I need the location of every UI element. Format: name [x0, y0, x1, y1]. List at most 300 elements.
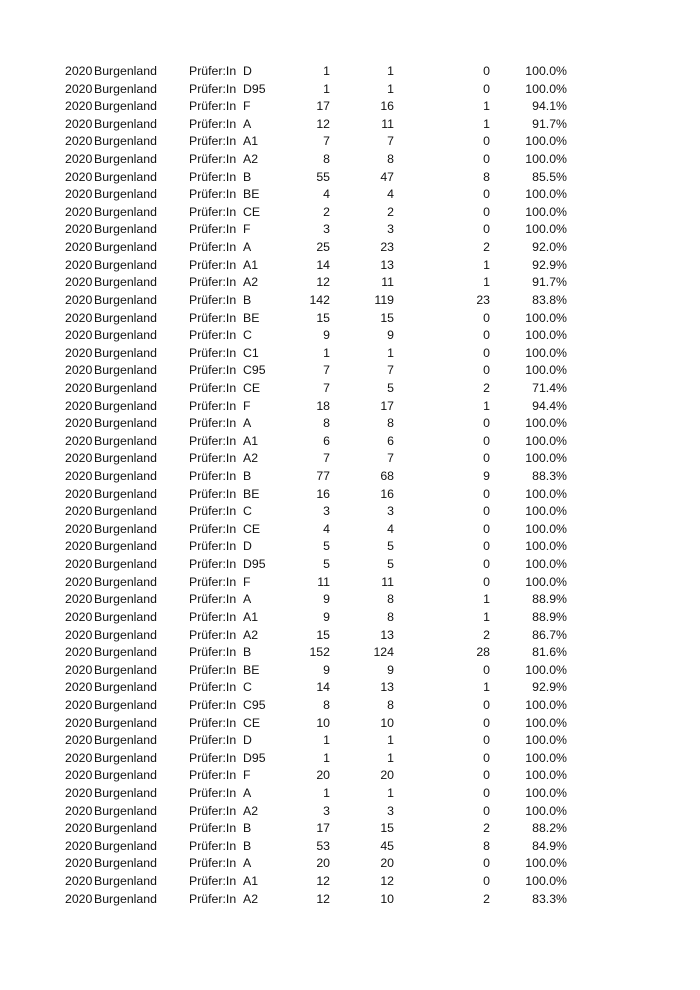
license-class-cell: A: [243, 416, 252, 431]
table-row: [0, 785, 700, 803]
region-cell: Burgenland: [94, 874, 157, 889]
passed-count-cell: 6: [387, 433, 394, 448]
passed-count-cell: 3: [387, 803, 394, 818]
pass-rate-cell: 100.0%: [525, 64, 567, 78]
total-count-cell: 14: [316, 680, 330, 695]
year-cell: 2020: [65, 134, 93, 149]
table-row: [0, 186, 700, 204]
license-class-cell: CE: [243, 715, 261, 730]
passed-count-cell: 8: [387, 609, 394, 624]
passed-count-cell: 119: [374, 292, 394, 307]
year-cell: 2020: [65, 768, 93, 783]
license-class-cell: F: [243, 99, 251, 114]
passed-count-cell: 68: [380, 469, 394, 484]
failed-count-cell: 0: [483, 187, 490, 202]
failed-count-cell: 2: [483, 240, 490, 255]
failed-count-cell: 1: [483, 116, 490, 131]
pass-rate-cell: 100.0%: [525, 222, 567, 237]
failed-count-cell: 0: [483, 856, 490, 871]
year-cell: 2020: [65, 609, 93, 624]
passed-count-cell: 10: [380, 715, 394, 730]
table-row: [0, 221, 700, 239]
license-class-cell: A: [243, 785, 252, 800]
pass-rate-cell: 91.7%: [532, 116, 567, 131]
region-cell: Burgenland: [94, 257, 157, 272]
passed-count-cell: 13: [380, 627, 394, 642]
region-cell: Burgenland: [94, 292, 157, 307]
failed-count-cell: 0: [483, 539, 490, 554]
pass-rate-cell: 88.3%: [532, 469, 567, 484]
total-count-cell: 12: [316, 891, 330, 906]
license-class-cell: A2: [243, 803, 259, 818]
total-count-cell: 12: [316, 116, 330, 131]
examiner-role-cell: Prüfer:In: [189, 645, 237, 660]
passed-count-cell: 11: [381, 574, 394, 589]
region-cell: Burgenland: [94, 504, 157, 519]
passed-count-cell: 16: [380, 99, 394, 114]
examiner-role-cell: Prüfer:In: [189, 328, 237, 343]
examiner-role-cell: Prüfer:In: [189, 557, 237, 572]
failed-count-cell: 0: [483, 486, 490, 501]
examiner-role-cell: Prüfer:In: [189, 257, 237, 272]
table-row: [0, 732, 700, 750]
year-cell: 2020: [65, 398, 93, 413]
table-row: [0, 204, 700, 222]
region-cell: Burgenland: [94, 557, 157, 572]
table-row: [0, 274, 700, 292]
pass-rate-cell: 100.0%: [525, 433, 567, 448]
pass-rate-cell: 100.0%: [525, 697, 567, 712]
year-cell: 2020: [65, 486, 93, 501]
license-class-cell: C95: [243, 363, 266, 378]
year-cell: 2020: [65, 257, 93, 272]
failed-count-cell: 0: [483, 310, 490, 325]
failed-count-cell: 0: [483, 768, 490, 783]
examiner-role-cell: Prüfer:In: [189, 204, 237, 219]
failed-count-cell: 0: [483, 152, 490, 167]
examiner-role-cell: Prüfer:In: [189, 662, 237, 677]
total-count-cell: 4: [323, 521, 330, 536]
pass-rate-cell: 100.0%: [525, 856, 567, 871]
license-class-cell: A1: [243, 257, 259, 272]
passed-count-cell: 4: [387, 187, 394, 202]
passed-count-cell: 15: [380, 310, 394, 325]
license-class-cell: A1: [243, 874, 259, 889]
pass-rate-cell: 83.8%: [532, 292, 567, 307]
total-count-cell: 15: [316, 310, 330, 325]
pass-rate-cell: 100.0%: [525, 750, 567, 765]
failed-count-cell: 0: [483, 81, 490, 96]
region-cell: Burgenland: [94, 134, 157, 149]
examiner-role-cell: Prüfer:In: [189, 275, 237, 290]
year-cell: 2020: [65, 592, 93, 607]
year-cell: 2020: [65, 504, 93, 519]
year-cell: 2020: [65, 292, 93, 307]
region-cell: Burgenland: [94, 486, 157, 501]
passed-count-cell: 8: [387, 697, 394, 712]
year-cell: 2020: [65, 451, 93, 466]
examiner-role-cell: Prüfer:In: [189, 504, 237, 519]
passed-count-cell: 8: [387, 592, 394, 607]
table-row: [0, 574, 700, 592]
total-count-cell: 152: [309, 645, 330, 660]
region-cell: Burgenland: [94, 733, 157, 748]
passed-count-cell: 1: [387, 64, 394, 78]
region-cell: Burgenland: [94, 891, 157, 906]
pass-rate-cell: 100.0%: [525, 539, 567, 554]
table-row: [0, 767, 700, 785]
license-class-cell: A2: [243, 152, 259, 167]
examiner-role-cell: Prüfer:In: [189, 116, 237, 131]
examiner-role-cell: Prüfer:In: [189, 627, 237, 642]
year-cell: 2020: [65, 750, 93, 765]
failed-count-cell: 1: [483, 275, 490, 290]
failed-count-cell: 0: [483, 874, 490, 889]
total-count-cell: 1: [323, 733, 330, 748]
failed-count-cell: 0: [483, 715, 490, 730]
examiner-role-cell: Prüfer:In: [189, 240, 237, 255]
table-row: [0, 257, 700, 275]
license-class-cell: C: [243, 504, 252, 519]
license-class-cell: B: [243, 292, 252, 307]
passed-count-cell: 11: [381, 275, 394, 290]
table-row: [0, 803, 700, 821]
year-cell: 2020: [65, 856, 93, 871]
license-class-cell: CE: [243, 380, 261, 395]
year-cell: 2020: [65, 785, 93, 800]
region-cell: Burgenland: [94, 768, 157, 783]
passed-count-cell: 7: [387, 134, 394, 149]
pass-rate-cell: 100.0%: [525, 486, 567, 501]
examiner-role-cell: Prüfer:In: [189, 187, 237, 202]
pass-rate-cell: 100.0%: [525, 874, 567, 889]
year-cell: 2020: [65, 733, 93, 748]
total-count-cell: 1: [323, 64, 330, 78]
passed-count-cell: 1: [387, 785, 394, 800]
passed-count-cell: 1: [387, 81, 394, 96]
table-row: [0, 292, 700, 310]
passed-count-cell: 1: [387, 345, 394, 360]
year-cell: 2020: [65, 380, 93, 395]
table-row: [0, 891, 700, 909]
license-class-cell: D95: [243, 81, 266, 96]
total-count-cell: 12: [316, 874, 330, 889]
examiner-role-cell: Prüfer:In: [189, 803, 237, 818]
table-row: [0, 679, 700, 697]
failed-count-cell: 1: [483, 609, 490, 624]
total-count-cell: 11: [317, 574, 330, 589]
total-count-cell: 2: [323, 204, 330, 219]
passed-count-cell: 9: [387, 662, 394, 677]
license-class-cell: A2: [243, 275, 259, 290]
passed-count-cell: 7: [387, 363, 394, 378]
pass-rate-cell: 100.0%: [525, 733, 567, 748]
region-cell: Burgenland: [94, 821, 157, 836]
total-count-cell: 15: [316, 627, 330, 642]
table-row: [0, 503, 700, 521]
examiner-role-cell: Prüfer:In: [189, 363, 237, 378]
passed-count-cell: 45: [380, 838, 394, 853]
examiner-role-cell: Prüfer:In: [189, 81, 237, 96]
year-cell: 2020: [65, 715, 93, 730]
total-count-cell: 1: [323, 785, 330, 800]
total-count-cell: 7: [323, 134, 330, 149]
examiner-role-cell: Prüfer:In: [189, 416, 237, 431]
passed-count-cell: 8: [387, 152, 394, 167]
pass-rate-cell: 86.7%: [532, 627, 567, 642]
year-cell: 2020: [65, 240, 93, 255]
region-cell: Burgenland: [94, 380, 157, 395]
pass-rate-cell: 94.4%: [532, 398, 567, 413]
examiner-role-cell: Prüfer:In: [189, 768, 237, 783]
passed-count-cell: 13: [380, 680, 394, 695]
failed-count-cell: 0: [483, 803, 490, 818]
license-class-cell: CE: [243, 521, 261, 536]
table-row: [0, 697, 700, 715]
license-class-cell: BE: [243, 486, 260, 501]
examiner-role-cell: Prüfer:In: [189, 345, 237, 360]
region-cell: Burgenland: [94, 187, 157, 202]
region-cell: Burgenland: [94, 856, 157, 871]
examiner-role-cell: Prüfer:In: [189, 169, 237, 184]
failed-count-cell: 0: [483, 785, 490, 800]
total-count-cell: 14: [316, 257, 330, 272]
total-count-cell: 9: [323, 328, 330, 343]
license-class-cell: D: [243, 64, 252, 78]
pass-rate-cell: 88.9%: [532, 592, 567, 607]
license-class-cell: CE: [243, 204, 261, 219]
region-cell: Burgenland: [94, 838, 157, 853]
region-cell: Burgenland: [94, 204, 157, 219]
failed-count-cell: 0: [483, 363, 490, 378]
region-cell: Burgenland: [94, 785, 157, 800]
table-row: [0, 345, 700, 363]
failed-count-cell: 0: [483, 574, 490, 589]
pass-rate-cell: 91.7%: [532, 275, 567, 290]
examiner-role-cell: Prüfer:In: [189, 539, 237, 554]
region-cell: Burgenland: [94, 697, 157, 712]
total-count-cell: 3: [323, 504, 330, 519]
passed-count-cell: 23: [380, 240, 394, 255]
region-cell: Burgenland: [94, 803, 157, 818]
total-count-cell: 7: [323, 363, 330, 378]
license-class-cell: A: [243, 240, 252, 255]
year-cell: 2020: [65, 821, 93, 836]
license-class-cell: A1: [243, 134, 259, 149]
year-cell: 2020: [65, 433, 93, 448]
passed-count-cell: 5: [387, 557, 394, 572]
failed-count-cell: 0: [483, 134, 490, 149]
pass-rate-cell: 92.9%: [532, 680, 567, 695]
year-cell: 2020: [65, 345, 93, 360]
license-class-cell: A: [243, 116, 252, 131]
total-count-cell: 12: [316, 275, 330, 290]
license-class-cell: B: [243, 821, 252, 836]
passed-count-cell: 16: [380, 486, 394, 501]
year-cell: 2020: [65, 187, 93, 202]
license-class-cell: C: [243, 328, 252, 343]
table-row: [0, 820, 700, 838]
region-cell: Burgenland: [94, 310, 157, 325]
failed-count-cell: 1: [483, 592, 490, 607]
pass-rate-cell: 100.0%: [525, 768, 567, 783]
table-row: [0, 838, 700, 856]
region-cell: Burgenland: [94, 169, 157, 184]
license-class-cell: D95: [243, 750, 266, 765]
year-cell: 2020: [65, 116, 93, 131]
pass-rate-cell: 100.0%: [525, 785, 567, 800]
region-cell: Burgenland: [94, 152, 157, 167]
failed-count-cell: 8: [483, 838, 490, 853]
table-row: [0, 855, 700, 873]
total-count-cell: 4: [323, 187, 330, 202]
failed-count-cell: 0: [483, 750, 490, 765]
examiner-role-cell: Prüfer:In: [189, 310, 237, 325]
total-count-cell: 8: [323, 416, 330, 431]
year-cell: 2020: [65, 310, 93, 325]
total-count-cell: 1: [323, 750, 330, 765]
license-class-cell: C: [243, 680, 252, 695]
examiner-role-cell: Prüfer:In: [189, 521, 237, 536]
total-count-cell: 3: [323, 222, 330, 237]
pass-rate-cell: 100.0%: [525, 328, 567, 343]
passed-count-cell: 13: [380, 257, 394, 272]
passed-count-cell: 9: [387, 328, 394, 343]
region-cell: Burgenland: [94, 521, 157, 536]
total-count-cell: 5: [323, 539, 330, 554]
license-class-cell: C95: [243, 697, 266, 712]
region-cell: Burgenland: [94, 451, 157, 466]
failed-count-cell: 2: [483, 891, 490, 906]
failed-count-cell: 0: [483, 451, 490, 466]
region-cell: Burgenland: [94, 81, 157, 96]
failed-count-cell: 9: [483, 469, 490, 484]
total-count-cell: 8: [323, 152, 330, 167]
total-count-cell: 5: [323, 557, 330, 572]
license-class-cell: A: [243, 592, 252, 607]
total-count-cell: 77: [316, 469, 330, 484]
examiner-role-cell: Prüfer:In: [189, 380, 237, 395]
examiner-role-cell: Prüfer:In: [189, 64, 237, 78]
year-cell: 2020: [65, 99, 93, 114]
pass-rate-cell: 100.0%: [525, 363, 567, 378]
license-class-cell: D: [243, 539, 252, 554]
failed-count-cell: 0: [483, 64, 490, 78]
examiner-role-cell: Prüfer:In: [189, 99, 237, 114]
license-class-cell: B: [243, 469, 252, 484]
passed-count-cell: 5: [387, 380, 394, 395]
pass-rate-cell: 100.0%: [525, 803, 567, 818]
pass-rate-cell: 100.0%: [525, 152, 567, 167]
region-cell: Burgenland: [94, 715, 157, 730]
license-class-cell: B: [243, 645, 252, 660]
year-cell: 2020: [65, 152, 93, 167]
pass-rate-cell: 92.0%: [532, 240, 567, 255]
failed-count-cell: 0: [483, 222, 490, 237]
year-cell: 2020: [65, 891, 93, 906]
pass-rate-cell: 100.0%: [525, 662, 567, 677]
total-count-cell: 10: [316, 715, 330, 730]
failed-count-cell: 0: [483, 557, 490, 572]
failed-count-cell: 0: [483, 204, 490, 219]
license-class-cell: A2: [243, 451, 259, 466]
failed-count-cell: 23: [476, 292, 490, 307]
failed-count-cell: 28: [476, 645, 490, 660]
year-cell: 2020: [65, 363, 93, 378]
year-cell: 2020: [65, 645, 93, 660]
year-cell: 2020: [65, 680, 93, 695]
year-cell: 2020: [65, 838, 93, 853]
examiner-role-cell: Prüfer:In: [189, 680, 237, 695]
passed-count-cell: 15: [380, 821, 394, 836]
table-row: [0, 380, 700, 398]
license-class-cell: BE: [243, 662, 260, 677]
total-count-cell: 16: [316, 486, 330, 501]
year-cell: 2020: [65, 874, 93, 889]
failed-count-cell: 1: [483, 99, 490, 114]
failed-count-cell: 0: [483, 521, 490, 536]
table-row: [0, 133, 700, 151]
total-count-cell: 9: [323, 609, 330, 624]
examiner-role-cell: Prüfer:In: [189, 433, 237, 448]
examiner-role-cell: Prüfer:In: [189, 469, 237, 484]
pass-rate-cell: 100.0%: [525, 557, 567, 572]
table-row: [0, 63, 700, 81]
total-count-cell: 7: [323, 380, 330, 395]
pass-rate-cell: 100.0%: [525, 81, 567, 96]
examiner-role-cell: Prüfer:In: [189, 292, 237, 307]
year-cell: 2020: [65, 662, 93, 677]
failed-count-cell: 2: [483, 627, 490, 642]
pass-rate-cell: 71.4%: [532, 380, 567, 395]
failed-count-cell: 0: [483, 697, 490, 712]
table-row: [0, 750, 700, 768]
table-row: [0, 627, 700, 645]
examiner-role-cell: Prüfer:In: [189, 486, 237, 501]
region-cell: Burgenland: [94, 469, 157, 484]
region-cell: Burgenland: [94, 398, 157, 413]
region-cell: Burgenland: [94, 750, 157, 765]
license-class-cell: D95: [243, 557, 266, 572]
failed-count-cell: 0: [483, 504, 490, 519]
table-row: [0, 327, 700, 345]
passed-count-cell: 12: [380, 874, 394, 889]
passed-count-cell: 7: [387, 451, 394, 466]
region-cell: Burgenland: [94, 328, 157, 343]
table-row: [0, 81, 700, 99]
total-count-cell: 3: [323, 803, 330, 818]
pass-rate-cell: 100.0%: [525, 521, 567, 536]
table-row: [0, 433, 700, 451]
failed-count-cell: 1: [483, 680, 490, 695]
region-cell: Burgenland: [94, 574, 157, 589]
total-count-cell: 20: [316, 856, 330, 871]
passed-count-cell: 3: [387, 504, 394, 519]
year-cell: 2020: [65, 627, 93, 642]
pass-rate-cell: 84.9%: [532, 838, 567, 853]
table-row: [0, 538, 700, 556]
license-class-cell: A1: [243, 433, 259, 448]
pass-rate-cell: 85.5%: [532, 169, 567, 184]
examiner-role-cell: Prüfer:In: [189, 874, 237, 889]
pass-rate-cell: 100.0%: [525, 187, 567, 202]
examiner-role-cell: Prüfer:In: [189, 222, 237, 237]
table-row: [0, 362, 700, 380]
region-cell: Burgenland: [94, 275, 157, 290]
total-count-cell: 25: [316, 240, 330, 255]
total-count-cell: 142: [309, 292, 330, 307]
total-count-cell: 55: [316, 169, 330, 184]
